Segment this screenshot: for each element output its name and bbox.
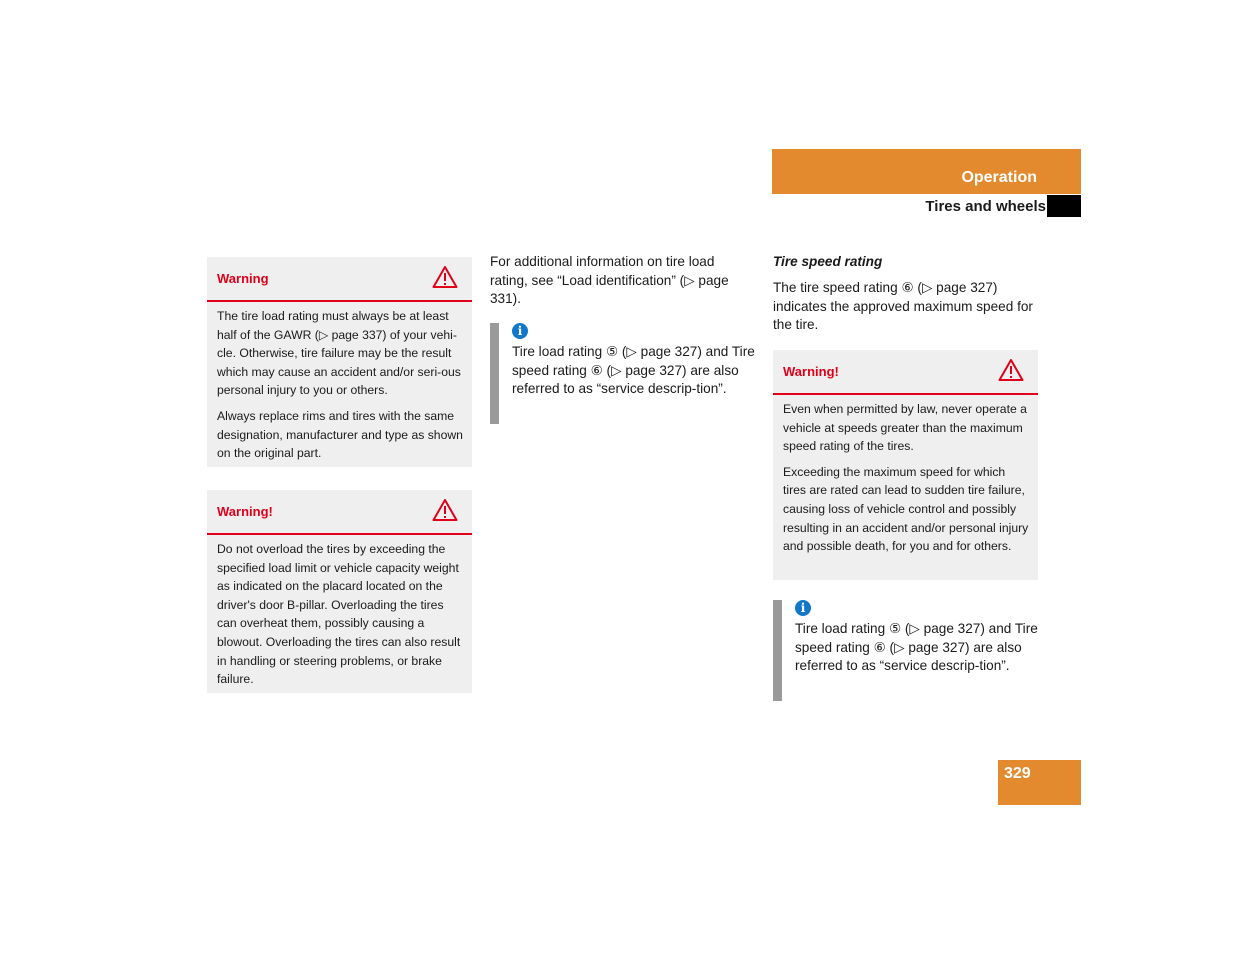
paragraph-text: The tire speed rating ⑥ (▷ page 327) indicates the approved maximum speed for the tire. [773,280,1033,333]
speed-rating-paragraph [773,279,1035,335]
warning-paragraph: Exceeding the maximum speed for which tires are rated can lead to sudden tire failure, causing loss of vehicle control and possibly resulting in an accident and/or personal injury and possible death, for you and for others. [783,464,1029,554]
section-marker-block [1047,195,1081,217]
note-bar [490,323,499,424]
warning-paragraph: The tire load rating must always be at least half of the GAWR (▷ page 337) of your vehi-cle. Otherwise, tire failure may be the result which may cause an accident and/or seri-ous personal injury to you or others. [217,309,461,398]
warning-triangle-icon [432,498,458,522]
load-info-paragraph [490,253,740,309]
warning-header [207,490,472,535]
warning-body [773,395,1038,562]
info-note [490,323,760,424]
warning-paragraph: Always replace rims and tires with the same designation, manufacturer and type as shown on the original part. [217,408,463,461]
note-text: Tire load rating ⑤ (▷ page 327) and Tire speed rating ⑥ (▷ page 327) are also referred to as “service descrip-tion”. [795,621,1038,674]
section-header-band [772,149,1081,194]
warning-header [207,257,472,302]
page-number-tab [998,760,1081,805]
warning-paragraph: Even when permitted by law, never operate a vehicle at speeds greater than the maximum speed rating of the tires. [783,402,1027,454]
warning-title: Warning! [217,504,273,519]
paragraph-text: For additional information on tire load rating, see “Load identification” (▷ page 331). [490,254,729,307]
warning-paragraph: Do not overload the tires by exceeding the specified load limit or vehicle capacity weight as indicated on the placard located on the driver's door B-pillar. Overloading the tires can overheat them, possibly causing a blowout. Overloading the tires can also result in handling or steering problems, or brake failure. [217,542,461,687]
warning-title: Warning [217,271,269,286]
note-bar [773,600,782,701]
info-icon: i [795,600,811,616]
warning-body [207,302,472,469]
warning-box-speed [773,350,1038,580]
subsection-title: Tires and wheels [925,198,1046,215]
page-number: 329 [1004,765,1031,782]
warning-body [207,535,472,695]
info-note [773,600,1043,701]
section-heading: Tire speed rating [773,254,883,269]
warning-box-overload [207,490,472,693]
warning-header [773,350,1038,395]
section-title: Operation [961,169,1037,186]
info-icon: i [512,323,528,339]
note-text: Tire load rating ⑤ (▷ page 327) and Tire speed rating ⑥ (▷ page 327) are also referred to as “service descrip-tion”. [512,344,755,397]
warning-triangle-icon [998,358,1024,382]
warning-title: Warning! [783,364,839,379]
warning-triangle-icon [432,265,458,289]
warning-box-load-rating [207,257,472,467]
